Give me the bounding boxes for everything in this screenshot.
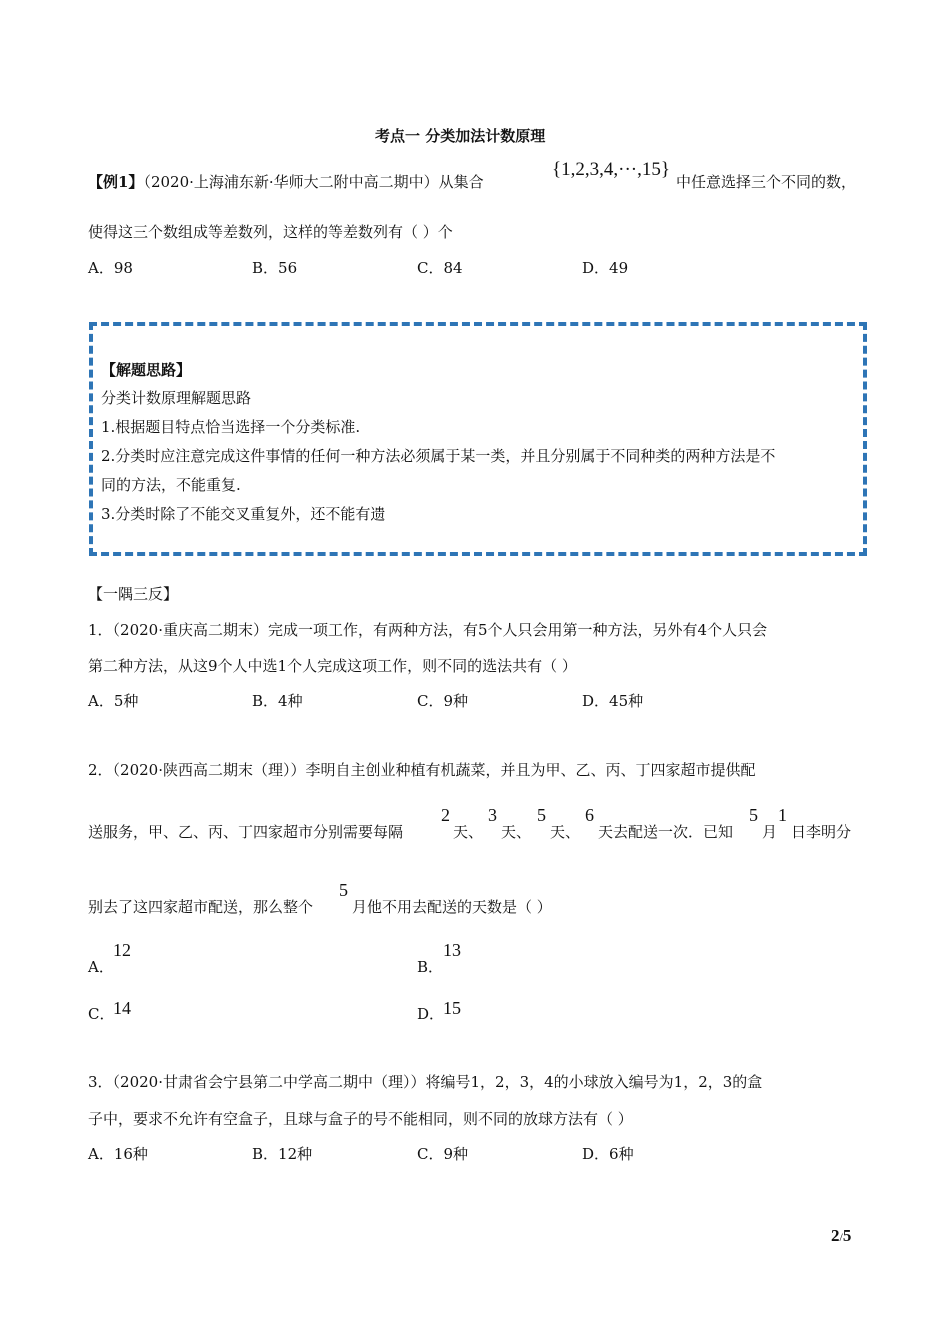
example-option-a: A．98 (88, 259, 133, 277)
q3-line2: 子中，要求不允许有空盒子，且球与盒子的号不能相同，则不同的放球方法有（ ） (88, 1110, 633, 1128)
q3-option-c: C．9种 (417, 1145, 469, 1163)
tips-line: 1.根据题目特点恰当选择一个分类标准. (101, 418, 361, 436)
page-number (831, 1226, 851, 1246)
tips-line: 同的方法，不能重复. (101, 476, 241, 494)
tips-heading: 【解题思路】 (101, 361, 192, 379)
example-after-set: 中任意选择三个不同的数， (676, 173, 857, 191)
example-option-c: C．84 (417, 259, 463, 277)
example-line2: 使得这三个数组成等差数列，这样的等差数列有（ ）个 (88, 223, 453, 241)
q1-option-c: C．9种 (417, 692, 469, 710)
set-expression: {1,2,3,4,···,15} (552, 159, 670, 180)
q2-num: 5 (339, 880, 348, 900)
q2-line2-text: 天去配送一次．已知 (598, 823, 734, 841)
q1-option-a: A．5种 (88, 692, 139, 710)
tips-line: 分类计数原理解题思路 (101, 389, 252, 407)
q2-line3-text: 别去了这四家超市配送，那么整个 (88, 898, 314, 916)
q2-option-c-value: 14 (113, 998, 131, 1018)
page-current: 2 (831, 1226, 840, 1245)
q2-num: 1 (778, 805, 787, 825)
q2-num: 2 (441, 805, 450, 825)
q2-line2-text: 天、 (453, 823, 484, 841)
example-line1 (88, 171, 484, 192)
q3-option-b: B．12种 (252, 1145, 313, 1163)
q1-line2: 第二种方法，从这9个人中选1个人完成这项工作，则不同的选法共有（ ） (88, 657, 577, 675)
page-total: 5 (842, 1226, 852, 1245)
tips-line: 2.分类时应注意完成这件事情的任何一种方法必须属于某一类，并且分别属于不同种类的两种方法是不 (101, 447, 776, 465)
q1-line1: 1．（2020·重庆高二期末）完成一项工作，有两种方法，有5个人只会用第一种方法，另外有4个人只会 (88, 621, 768, 639)
example-option-d: D．49 (582, 259, 629, 277)
q2-option-b-value: 13 (443, 940, 461, 960)
q1-option-b: B．4种 (252, 692, 303, 710)
q2-line2-text: 天、 (550, 823, 581, 841)
tips-line: 3.分类时除了不能交叉重复外，还不能有遗 (101, 505, 386, 523)
q2-option-c-label: C． (88, 1005, 115, 1023)
q2-line2-text: 送服务，甲、乙、丙、丁四家超市分别需要每隔 (88, 823, 404, 841)
q3-option-d: D．6种 (582, 1145, 634, 1163)
q2-num: 5 (749, 805, 758, 825)
practice-heading: 【一隅三反】 (88, 585, 179, 603)
q2-line3-text: 月他不用去配送的天数是（ ） (352, 898, 552, 916)
q2-line1: 2．（2020·陕西高二期末（理））李明自主创业种植有机蔬菜，并且为甲、乙、丙、丁四家超市提供配 (88, 761, 756, 779)
q2-num: 6 (585, 805, 594, 825)
q2-option-a-label: A． (88, 958, 114, 976)
q3-option-a: A．16种 (88, 1145, 148, 1163)
q2-option-d-label: D． (417, 1005, 445, 1023)
q2-num: 3 (488, 805, 497, 825)
q2-line2-text: 天、 (501, 823, 532, 841)
q2-option-b-label: B． (417, 958, 444, 976)
example-source: （2020·上海浦东新·华师大二附中高二期中）从集合 (143, 173, 484, 191)
q2-option-a-value: 12 (113, 940, 131, 960)
q2-num: 5 (537, 805, 546, 825)
q2-line2-text: 日李明分 (791, 823, 852, 841)
q2-line2-text: 月 (762, 823, 778, 841)
q3-line1: 3．（2020·甘肃省会宁县第二中学高二期中（理））将编号1，2，3，4的小球放入编号为1，2，3的盒 (88, 1073, 763, 1091)
q1-option-d: D．45种 (582, 692, 644, 710)
q2-option-d-value: 15 (443, 998, 461, 1018)
example-tag: 【例1】 (88, 173, 144, 191)
section-title: 考点一 分类加法计数原理 (375, 127, 546, 145)
example-option-b: B．56 (252, 259, 298, 277)
page-separator: / (839, 1230, 843, 1244)
